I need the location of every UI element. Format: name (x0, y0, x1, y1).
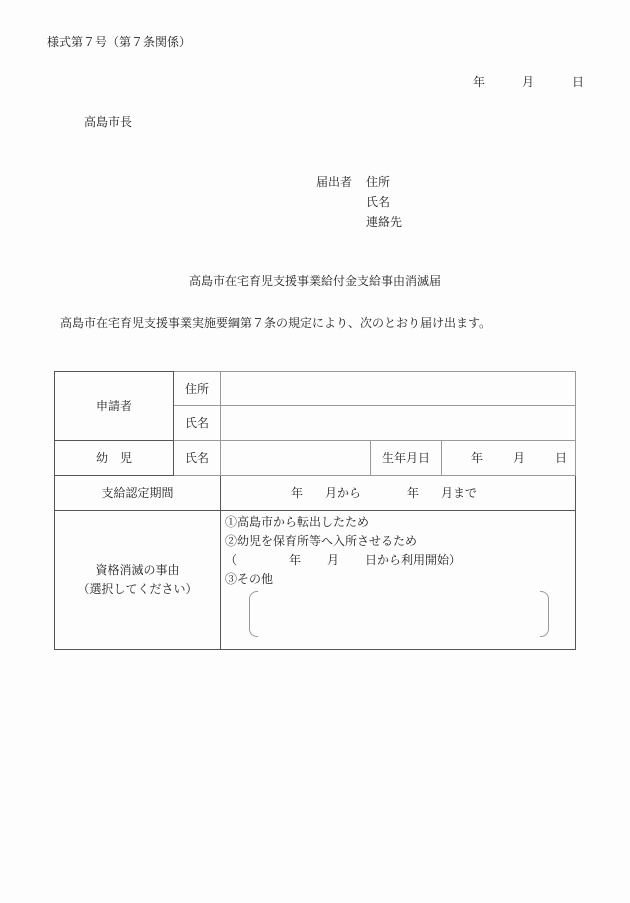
option2-start-text: 日から利用開始） (365, 553, 462, 567)
birth-month-label: 月 (512, 451, 525, 465)
applicant-label: 申請者 (55, 372, 174, 441)
submitter-address-label: 住所 (366, 175, 391, 189)
period-label: 支給認定期間 (55, 476, 221, 511)
date-year-label: 年 (473, 75, 486, 89)
reason-options-cell (221, 511, 576, 650)
other-reason-field[interactable] (249, 591, 549, 635)
reason-option-1[interactable]: ①高島市から転出したため (225, 515, 370, 529)
reason-option-2-date[interactable] (225, 551, 575, 570)
reason-option-2[interactable]: ②幼児を保育所等へ入所させるため (225, 534, 418, 548)
open-paren: （ (225, 553, 238, 567)
child-label: 幼 児 (55, 441, 174, 476)
form-table (54, 371, 576, 650)
date-month-label: 月 (522, 75, 535, 89)
birth-year-label: 年 (470, 451, 483, 465)
period-to-month: 月まで (441, 486, 478, 500)
period-field[interactable] (221, 476, 576, 511)
date-day-label: 日 (572, 75, 585, 89)
applicant-name-field[interactable] (221, 406, 576, 441)
submitter-label: 届出者 (316, 175, 353, 189)
reason-option-3[interactable]: ③その他 (225, 572, 274, 586)
child-name-field[interactable] (221, 441, 371, 476)
period-to-year: 年 (407, 486, 420, 500)
option2-year-label: 年 (289, 553, 302, 567)
applicant-name-label: 氏名 (174, 406, 221, 441)
addressee: 高島市長 (84, 115, 133, 129)
document-title: 高島市在宅育児支援事業給付金支給事由消滅届 (188, 274, 441, 288)
birth-day-label: 日 (555, 451, 568, 465)
form-id: 様式第７号（第７条関係） (47, 35, 192, 49)
child-birthdate-field[interactable] (442, 441, 576, 476)
intro-text: 高島市在宅育児支援事業実施要綱第７条の規定により、次のとおり届け出ます。 (60, 316, 492, 330)
applicant-address-field[interactable] (221, 372, 576, 406)
child-birthdate-label: 生年月日 (371, 441, 442, 476)
option2-month-label: 月 (327, 553, 340, 567)
reason-label-note: （選択してください） (77, 582, 198, 596)
right-bracket-icon (540, 591, 549, 637)
reason-label: 資格消滅の事由 (95, 563, 180, 577)
period-from-year: 年 (291, 486, 304, 500)
left-bracket-icon (249, 591, 258, 637)
submitter-contact-label: 連絡先 (366, 215, 403, 229)
period-from-month: 月から (325, 486, 362, 500)
submitter-name-label: 氏名 (366, 195, 391, 209)
reason-label-cell (55, 511, 221, 650)
child-name-label: 氏名 (174, 441, 221, 476)
applicant-address-label: 住所 (174, 372, 221, 406)
